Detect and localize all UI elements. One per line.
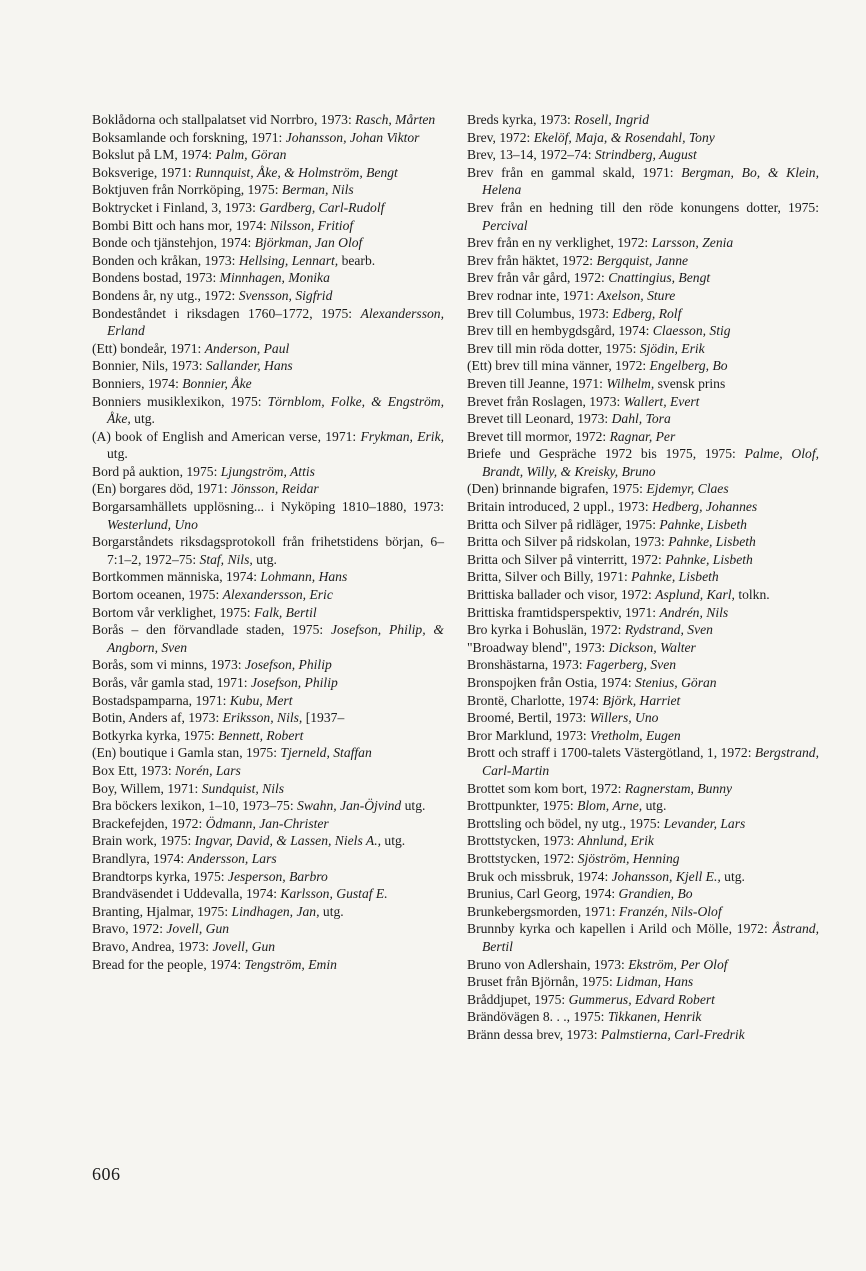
entry-title: Branting, Hjalmar, 1975: xyxy=(92,903,232,919)
index-entry xyxy=(467,709,819,727)
entry-author: Levander, Lars xyxy=(663,815,746,831)
index-entry xyxy=(92,181,444,199)
entry-title: Bonniers, 1974: xyxy=(92,375,183,391)
entry-title: Broomé, Bertil, 1973: xyxy=(467,710,590,726)
index-entry xyxy=(92,727,444,745)
entry-title: Brev, 13–14, 1972–74: xyxy=(467,147,595,163)
entry-title: Brott och straff i 1700-talets Västergötland, 1, 1972: xyxy=(467,745,755,761)
index-entry xyxy=(92,287,444,305)
entry-author: Claesson, Stig xyxy=(652,323,731,339)
entry-author: Ragnar, Per xyxy=(609,428,676,444)
entry-title: Brändövägen 8. . ., 1975: xyxy=(467,1009,608,1025)
entry-title: Brevet från Roslagen, 1973: xyxy=(467,393,624,409)
index-entry xyxy=(92,744,444,762)
entry-author: Björk, Harriet xyxy=(602,692,681,708)
entry-author: Rydstrand, Sven xyxy=(624,622,713,638)
entry-author: Rosell, Ingrid xyxy=(574,112,649,127)
entry-title: Bror Marklund, 1973: xyxy=(467,727,591,743)
index-entry xyxy=(92,357,444,375)
index-entry xyxy=(92,199,444,217)
entry-author: Franzén, Nils-Olof xyxy=(618,903,722,919)
entry-title: Bravo, Andrea, 1973: xyxy=(92,938,213,954)
entry-author: Dahl, Tora xyxy=(611,411,671,427)
entry-title: Bondens bostad, 1973: xyxy=(92,270,220,286)
entry-title: Bortkommen människa, 1974: xyxy=(92,569,261,585)
index-entry xyxy=(467,393,819,411)
entry-author: Strindberg, August xyxy=(594,147,697,163)
index-entry xyxy=(467,956,819,974)
index-entry xyxy=(92,428,444,463)
index-entry xyxy=(92,533,444,568)
index-entry xyxy=(92,480,444,498)
entry-title: Bord på auktion, 1975: xyxy=(92,463,221,479)
entry-author: Lidman, Hans xyxy=(616,974,694,990)
entry-note: utg. xyxy=(642,798,667,814)
index-entry xyxy=(467,199,819,234)
entry-author: Palme, Olof, Brandt, Willy, & Kreisky, Bruno xyxy=(482,446,820,479)
index-entry xyxy=(467,533,819,551)
entry-author: Gummerus, Edvard Robert xyxy=(568,991,715,1007)
index-entry xyxy=(92,234,444,252)
index-entry xyxy=(467,1008,819,1026)
entry-author: Edberg, Rolf xyxy=(612,305,682,321)
entry-title: Brev från en ny verklighet, 1972: xyxy=(467,235,652,251)
entry-author: Bonnier, Åke xyxy=(182,375,252,391)
index-entry xyxy=(92,305,444,340)
index-entry xyxy=(467,885,819,903)
entry-author: Larsson, Zenia xyxy=(651,235,734,251)
index-entry xyxy=(467,903,819,921)
entry-title: Boksverige, 1971: xyxy=(92,164,196,180)
index-entry xyxy=(467,146,819,164)
entry-author: Jönsson, Reidar xyxy=(231,481,319,497)
entry-title: Bruk och missbruk, 1974: xyxy=(467,868,612,884)
index-entry xyxy=(92,164,444,182)
entry-author: Staf, Nils, xyxy=(199,551,253,567)
entry-title: Brottpunkter, 1975: xyxy=(467,798,578,814)
index-entry xyxy=(467,744,819,779)
entry-note: bearb. xyxy=(338,252,376,268)
entry-title: Botin, Anders af, 1973: xyxy=(92,710,223,726)
index-entry xyxy=(92,885,444,903)
entry-title: Bonden och kråkan, 1973: xyxy=(92,252,239,268)
entry-author: Axelson, Sture xyxy=(597,287,676,303)
entry-note: utg. xyxy=(401,798,426,814)
index-entry xyxy=(467,516,819,534)
entry-author: Jovell, Gun xyxy=(212,938,276,954)
index-entry xyxy=(92,129,444,147)
entry-title: Brevet till Leonard, 1973: xyxy=(467,411,612,427)
entry-author: Åstrand, Bertil xyxy=(482,921,819,954)
entry-title: Brain work, 1975: xyxy=(92,833,195,849)
entry-title: Brottstycken, 1973: xyxy=(467,833,578,849)
entry-title: Brev till min röda dotter, 1975: xyxy=(467,340,640,356)
entry-author: Alexandersson, Eric xyxy=(222,587,333,603)
index-column-left xyxy=(92,111,444,973)
entry-author: Björkman, Jan Olof xyxy=(254,235,363,251)
index-entry xyxy=(467,586,819,604)
index-entry xyxy=(92,269,444,287)
entry-author: Ingvar, David, & Lassen, Niels A., xyxy=(194,833,381,849)
entry-author: Westerlund, Uno xyxy=(107,516,198,532)
entry-note: utg. xyxy=(252,551,277,567)
index-entry xyxy=(467,287,819,305)
index-entry xyxy=(92,815,444,833)
entry-author: Willers, Uno xyxy=(589,710,659,726)
index-entry xyxy=(467,568,819,586)
entry-author: Fagerberg, Sven xyxy=(585,657,677,673)
index-entry xyxy=(92,692,444,710)
index-entry xyxy=(92,656,444,674)
entry-author: Palmstierna, Carl-Fredrik xyxy=(600,1026,745,1042)
entry-author: Asplund, Karl, xyxy=(655,587,735,603)
index-entry xyxy=(92,850,444,868)
entry-author: Pahnke, Lisbeth xyxy=(668,534,756,550)
index-entry xyxy=(467,305,819,323)
index-entry xyxy=(92,920,444,938)
entry-title: Bonniers musiklexikon, 1975: xyxy=(92,393,268,409)
entry-author: Ahnlund, Erik xyxy=(577,833,654,849)
entry-author: Ekström, Per Olof xyxy=(628,956,728,972)
entry-author: Swahn, Jan-Öjvind xyxy=(297,798,402,814)
entry-title: Bonde och tjänstehjon, 1974: xyxy=(92,235,255,251)
index-entry xyxy=(92,463,444,481)
entry-title: Bråddjupet, 1975: xyxy=(467,991,569,1007)
index-entry xyxy=(92,674,444,692)
entry-author: Andersson, Lars xyxy=(187,850,277,866)
index-entry xyxy=(467,692,819,710)
entry-title: Botkyrka kyrka, 1975: xyxy=(92,727,219,743)
entry-title: Bronspojken från Ostia, 1974: xyxy=(467,675,636,690)
entry-title: Bokslut på LM, 1974: xyxy=(92,147,216,163)
entry-author: Pahnke, Lisbeth xyxy=(631,569,719,585)
entry-author: Ragnerstam, Bunny xyxy=(624,780,733,796)
entry-title: Borås, vår gamla stad, 1971: xyxy=(92,675,251,690)
entry-author: Johansson, Johan Viktor xyxy=(285,129,420,145)
index-entry xyxy=(467,674,819,692)
index-entry xyxy=(467,832,819,850)
entry-title: Brandlyra, 1974: xyxy=(92,850,188,866)
entry-author: Alexandersson, Erland xyxy=(107,305,444,339)
entry-title: Brittiska ballader och visor, 1972: xyxy=(467,587,656,603)
index-entry xyxy=(92,111,444,129)
entry-author: Wallert, Evert xyxy=(623,393,700,409)
entry-author: Josefson, Philip xyxy=(250,675,338,690)
index-entry xyxy=(92,586,444,604)
entry-author: Lohmann, Hans xyxy=(260,569,348,585)
entry-note: [1937– xyxy=(302,710,345,726)
index-entry xyxy=(467,428,819,446)
index-entry xyxy=(467,973,819,991)
index-entry xyxy=(467,445,819,480)
index-entry xyxy=(92,938,444,956)
index-entry xyxy=(467,868,819,886)
index-entry xyxy=(467,656,819,674)
entry-author: Minnhagen, Monika xyxy=(219,270,330,286)
entry-title: Brunnby kyrka och kapellen i Arild och Mölle, 1972: xyxy=(467,921,773,937)
index-entry xyxy=(92,498,444,533)
entry-title: Bortom vår verklighet, 1975: xyxy=(92,604,254,620)
entry-title: Breds kyrka, 1973: xyxy=(467,112,575,127)
entry-title: Boksamlande och forskning, 1971: xyxy=(92,129,286,145)
index-entry xyxy=(467,727,819,745)
entry-title: Bro kyrka i Bohuslän, 1972: xyxy=(467,622,625,638)
index-entry xyxy=(467,639,819,657)
entry-author: Berman, Nils xyxy=(281,182,354,198)
entry-title: Bostadspamparna, 1971: xyxy=(92,692,230,708)
entry-title: Britta och Silver på ridskolan, 1973: xyxy=(467,534,669,550)
entry-author: Nilsson, Fritiof xyxy=(270,217,354,233)
index-entry xyxy=(467,480,819,498)
entry-author: Engelberg, Bo xyxy=(649,358,728,374)
entry-title: Bronshästarna, 1973: xyxy=(467,657,586,673)
index-entry xyxy=(92,146,444,164)
index-entry xyxy=(467,780,819,798)
entry-title: Brandtorps kyrka, 1975: xyxy=(92,868,228,884)
entry-author: Norén, Lars xyxy=(175,762,241,778)
index-entry xyxy=(92,375,444,393)
entry-title: Boktjuven från Norrköping, 1975: xyxy=(92,182,282,198)
entry-author: Pahnke, Lisbeth xyxy=(665,551,753,567)
entry-title: Brev från en gammal skald, 1971: xyxy=(467,164,682,180)
entry-author: Bergquist, Janne xyxy=(596,252,689,268)
entry-author: Vretholm, Eugen xyxy=(590,727,681,743)
entry-author: Percival xyxy=(482,217,528,233)
entry-title: Brottstycken, 1972: xyxy=(467,850,578,866)
index-entry xyxy=(467,111,819,129)
entry-title: "Broadway blend", 1973: xyxy=(467,639,609,655)
index-entry xyxy=(92,340,444,358)
index-entry xyxy=(467,269,819,287)
entry-author: Lindhagen, Jan, xyxy=(231,903,320,919)
index-entry xyxy=(467,340,819,358)
index-entry xyxy=(467,410,819,428)
entry-title: Brittiska framtidsperspektiv, 1971: xyxy=(467,604,660,620)
entry-title: Bränn dessa brev, 1973: xyxy=(467,1026,601,1042)
entry-title: (En) boutique i Gamla stan, 1975: xyxy=(92,745,281,761)
entry-author: Bergstrand, Carl-Martin xyxy=(482,745,819,778)
index-entry xyxy=(467,498,819,516)
entry-author: Bennett, Robert xyxy=(218,727,304,743)
entry-author: Sundquist, Nils xyxy=(201,780,285,796)
index-entry xyxy=(467,322,819,340)
entry-author: Karlsson, Gustaf E. xyxy=(280,886,388,902)
index-entry xyxy=(92,568,444,586)
entry-author: Gardberg, Carl-Rudolf xyxy=(259,199,385,215)
entry-author: Frykman, Erik, xyxy=(360,428,444,444)
entry-title: (Ett) brev till mina vänner, 1972: xyxy=(467,358,650,374)
entry-author: Palm, Göran xyxy=(215,147,287,163)
index-entry xyxy=(92,709,444,727)
entry-title: (En) borgares död, 1971: xyxy=(92,481,232,497)
entry-title: Brev, 1972: xyxy=(467,129,534,145)
entry-title: Briefe und Gespräche 1972 bis 1975, 1975: xyxy=(467,446,745,462)
entry-note: tolkn. xyxy=(734,587,770,603)
index-entry xyxy=(467,164,819,199)
index-entry xyxy=(92,393,444,428)
index-entry xyxy=(92,621,444,656)
entry-title: Brev från häktet, 1972: xyxy=(467,252,597,268)
index-entry xyxy=(92,252,444,270)
entry-title: Boklådorna och stallpalatset vid Norrbro, 1973: xyxy=(92,112,356,127)
entry-title: Brev till en hembygdsgård, 1974: xyxy=(467,323,653,339)
index-entry xyxy=(92,903,444,921)
index-entry xyxy=(92,780,444,798)
index-entry xyxy=(467,604,819,622)
entry-author: Rasch, Mårten xyxy=(355,112,436,127)
entry-title: Borås, som vi minns, 1973: xyxy=(92,657,245,673)
index-entry xyxy=(92,956,444,974)
entry-note: utg. xyxy=(130,411,155,427)
entry-title: Brev rodnar inte, 1971: xyxy=(467,287,598,303)
entry-author: Josefson, Philip xyxy=(244,657,332,673)
entry-author: Eriksson, Nils, xyxy=(222,710,303,726)
entry-title: (Ett) bondeår, 1971: xyxy=(92,340,205,356)
index-entry xyxy=(467,357,819,375)
entry-title: (Den) brinnande bigrafen, 1975: xyxy=(467,481,647,497)
entry-author: Bergman, Bo, & Klein, Helena xyxy=(482,164,819,198)
entry-author: Tikkanen, Henrik xyxy=(607,1009,702,1025)
entry-note: svensk prins xyxy=(654,375,726,391)
entry-title: Borås – den förvandlade staden, 1975: xyxy=(92,622,331,638)
entry-title: Brottsling och bödel, ny utg., 1975: xyxy=(467,815,664,831)
index-entry xyxy=(467,991,819,1009)
entry-title: Brackefejden, 1972: xyxy=(92,815,206,831)
entry-author: Falk, Bertil xyxy=(253,604,317,620)
entry-title: Boy, Willem, 1971: xyxy=(92,780,202,796)
index-column-right xyxy=(467,111,819,1043)
entry-author: Pahnke, Lisbeth xyxy=(659,516,747,532)
entry-title: Bombi Bitt och hans mor, 1974: xyxy=(92,217,271,233)
entry-author: Tengström, Emin xyxy=(244,956,337,972)
entry-note: utg. xyxy=(319,903,344,919)
entry-author: Sallander, Hans xyxy=(205,358,293,374)
index-entry xyxy=(92,217,444,235)
entry-title: Brottet som kom bort, 1972: xyxy=(467,780,625,796)
entry-author: Svensson, Sigfrid xyxy=(238,287,333,303)
entry-title: Bravo, 1972: xyxy=(92,921,167,937)
entry-author: Jesperson, Barbro xyxy=(227,868,328,884)
entry-author: Sjöström, Henning xyxy=(577,850,680,866)
index-entry xyxy=(92,797,444,815)
entry-author: Stenius, Göran xyxy=(635,675,717,690)
index-entry xyxy=(92,604,444,622)
entry-title: Boktrycket i Finland, 3, 1973: xyxy=(92,199,260,215)
entry-note: utg. xyxy=(381,833,406,849)
entry-title: (A) book of English and American verse, 1971: xyxy=(92,428,361,444)
index-entry xyxy=(467,797,819,815)
entry-title: Bruno von Adlershain, 1973: xyxy=(467,956,629,972)
entry-author: Runnquist, Åke, & Holmström, Bengt xyxy=(195,164,398,180)
entry-author: Josefson, Philip, & Angborn, Sven xyxy=(107,622,444,655)
entry-author: Kubu, Mert xyxy=(229,692,293,708)
entry-title: Bread for the people, 1974: xyxy=(92,956,245,972)
entry-title: Brandväsendet i Uddevalla, 1974: xyxy=(92,886,281,902)
entry-author: Hellsing, Lennart, xyxy=(238,252,339,268)
entry-title: Brontë, Charlotte, 1974: xyxy=(467,692,603,708)
index-entry xyxy=(467,252,819,270)
entry-title: Brev från en hedning till den röde konungens dotter, 1975: xyxy=(467,199,819,215)
index-entry xyxy=(467,815,819,833)
entry-title: Britta och Silver på ridläger, 1975: xyxy=(467,516,660,532)
entry-title: Bra böckers lexikon, 1–10, 1973–75: xyxy=(92,798,298,814)
entry-title: Brunkebergsmorden, 1971: xyxy=(467,903,619,919)
entry-title: Bortom oceanen, 1975: xyxy=(92,587,223,603)
entry-author: Anderson, Paul xyxy=(204,340,290,356)
index-entry xyxy=(467,375,819,393)
index-entry xyxy=(467,850,819,868)
entry-author: Wilhelm, xyxy=(606,375,655,391)
entry-note: utg. xyxy=(720,868,745,884)
entry-author: Jovell, Gun xyxy=(166,921,230,937)
index-entry xyxy=(467,551,819,569)
entry-title: Brev till Columbus, 1973: xyxy=(467,305,613,321)
entry-title: Brev från vår gård, 1972: xyxy=(467,270,609,286)
entry-title: Brevet till mormor, 1972: xyxy=(467,428,610,444)
entry-title: Bondeståndet i riksdagen 1760–1772, 1975: xyxy=(92,305,361,321)
entry-author: Johansson, Kjell E., xyxy=(611,868,721,884)
entry-note: utg. xyxy=(107,446,128,462)
entry-title: Borgarsamhällets upplösning... i Nyköping 1810–1880, 1973: xyxy=(92,499,444,515)
entry-title: Britta, Silver och Billy, 1971: xyxy=(467,569,632,585)
entry-author: Ejdemyr, Claes xyxy=(646,481,729,497)
entry-author: Törnblom, Folke, & Engström, Åke, xyxy=(107,393,444,427)
entry-author: Blom, Arne, xyxy=(577,798,643,814)
index-entry xyxy=(467,234,819,252)
entry-title: Bonnier, Nils, 1973: xyxy=(92,358,206,374)
entry-author: Dickson, Walter xyxy=(608,639,696,655)
entry-author: Ljungström, Attis xyxy=(220,463,315,479)
entry-title: Borgarståndets riksdagsprotokoll från frihetstidens början, 6–7:1–2, 1972–75: xyxy=(92,534,444,567)
entry-title: Bruset från Björnån, 1975: xyxy=(467,974,617,990)
entry-title: Brunius, Carl Georg, 1974: xyxy=(467,886,619,902)
page-number: 606 xyxy=(92,1164,121,1184)
index-entry xyxy=(467,129,819,147)
index-entry xyxy=(92,868,444,886)
entry-author: Andrén, Nils xyxy=(659,604,729,620)
index-entry xyxy=(467,621,819,639)
index-entry xyxy=(92,832,444,850)
entry-title: Box Ett, 1973: xyxy=(92,762,176,778)
entry-author: Tjerneld, Staffan xyxy=(280,745,372,761)
entry-author: Ödmann, Jan-Christer xyxy=(205,815,329,831)
entry-title: Breven till Jeanne, 1971: xyxy=(467,375,607,391)
index-entry xyxy=(92,762,444,780)
entry-author: Sjödin, Erik xyxy=(639,340,705,356)
entry-author: Cnattingius, Bengt xyxy=(608,270,711,286)
entry-title: Britain introduced, 2 uppl., 1973: xyxy=(467,499,653,515)
entry-title: Britta och Silver på vinterritt, 1972: xyxy=(467,551,666,567)
index-entry xyxy=(467,920,819,955)
entry-author: Ekelöf, Maja, & Rosendahl, Tony xyxy=(533,129,715,145)
entry-title: Bondens år, ny utg., 1972: xyxy=(92,287,239,303)
index-entry xyxy=(467,1026,819,1044)
entry-author: Hedberg, Johannes xyxy=(652,499,758,515)
entry-author: Grandien, Bo xyxy=(618,886,693,902)
